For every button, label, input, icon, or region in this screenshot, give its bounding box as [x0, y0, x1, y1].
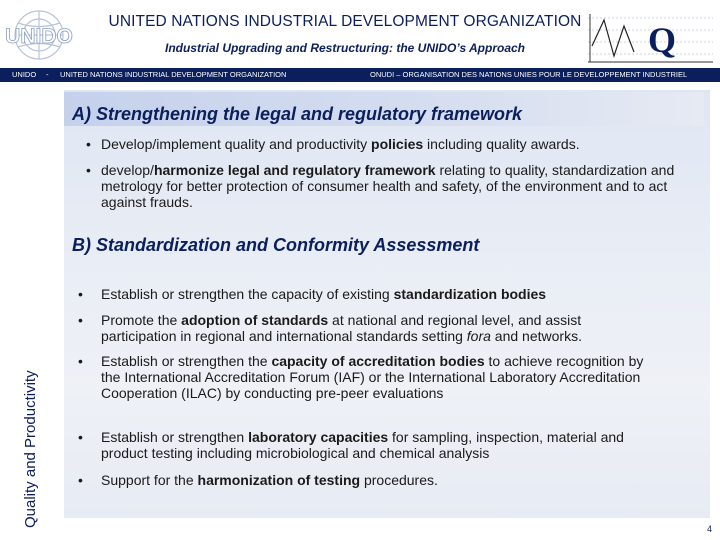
- bullet-icon: •: [78, 429, 83, 445]
- chart-letter: Q: [648, 20, 677, 60]
- bullet-icon: •: [78, 312, 83, 328]
- strip-french-name: ONUDI – ORGANISATION DES NATIONS UNIES POUR LE DEVELOPPEMENT INDUSTRIEL: [370, 70, 688, 79]
- list-item-text: Establish or strengthen laboratory capacities for sampling, inspection, material and product testing including microbiological and chemical analysis: [101, 429, 624, 461]
- section-b-title: B) Standardization and Conformity Assessment: [72, 235, 480, 255]
- unido-logo: [4, 8, 74, 66]
- strip-unido: UNIDO: [12, 70, 37, 79]
- list-item-text: Promote the adoption of standards at national and regional level, and assist participation in regional and international standards setting fora and networks.: [101, 312, 582, 344]
- organization-title: UNITED NATIONS INDUSTRIAL DEVELOPMENT ORGANIZATION: [108, 13, 582, 30]
- bullet-icon: •: [78, 353, 83, 369]
- logo-text: UNIDO: [5, 25, 73, 48]
- list-item-text: Establish or strengthen the capacity of existing standardization bodies: [101, 286, 547, 302]
- strip-separator: -: [46, 70, 49, 79]
- section-a-title: A) Strengthening the legal and regulatory framework: [72, 104, 523, 124]
- bullet-icon: •: [78, 472, 83, 488]
- bullet-icon: •: [78, 286, 83, 302]
- quality-chart-icon: [588, 10, 713, 66]
- strip-english-name: UNITED NATIONS INDUSTRIAL DEVELOPMENT ORGANIZATION: [60, 70, 287, 79]
- side-label: Quality and Productivity: [22, 370, 39, 528]
- bullet-icon: •: [86, 162, 91, 178]
- presentation-subtitle: Industrial Upgrading and Restructuring: the UNIDO’s Approach: [164, 41, 526, 55]
- slide-header: [0, 0, 720, 68]
- list-item-text: develop/harmonize legal and regulatory framework relating to quality, standardization and metrology for better protection of consumer health and safety, of the environment and to act against frauds.: [101, 162, 675, 210]
- page-number: 4: [706, 524, 712, 534]
- bullet-icon: •: [86, 136, 91, 152]
- list-item-text: Establish or strengthen the capacity of accreditation bodies to achieve recognition by the International Accreditation Forum (IAF) or the International Laboratory Accreditation Cooperation (ILAC) by conducting pre-peer evaluations: [101, 353, 644, 401]
- header-strip: [0, 68, 720, 82]
- list-item-text: Support for the harmonization of testing procedures.: [101, 472, 438, 488]
- list-item-text: Develop/implement quality and productivity policies including quality awards.: [101, 136, 580, 152]
